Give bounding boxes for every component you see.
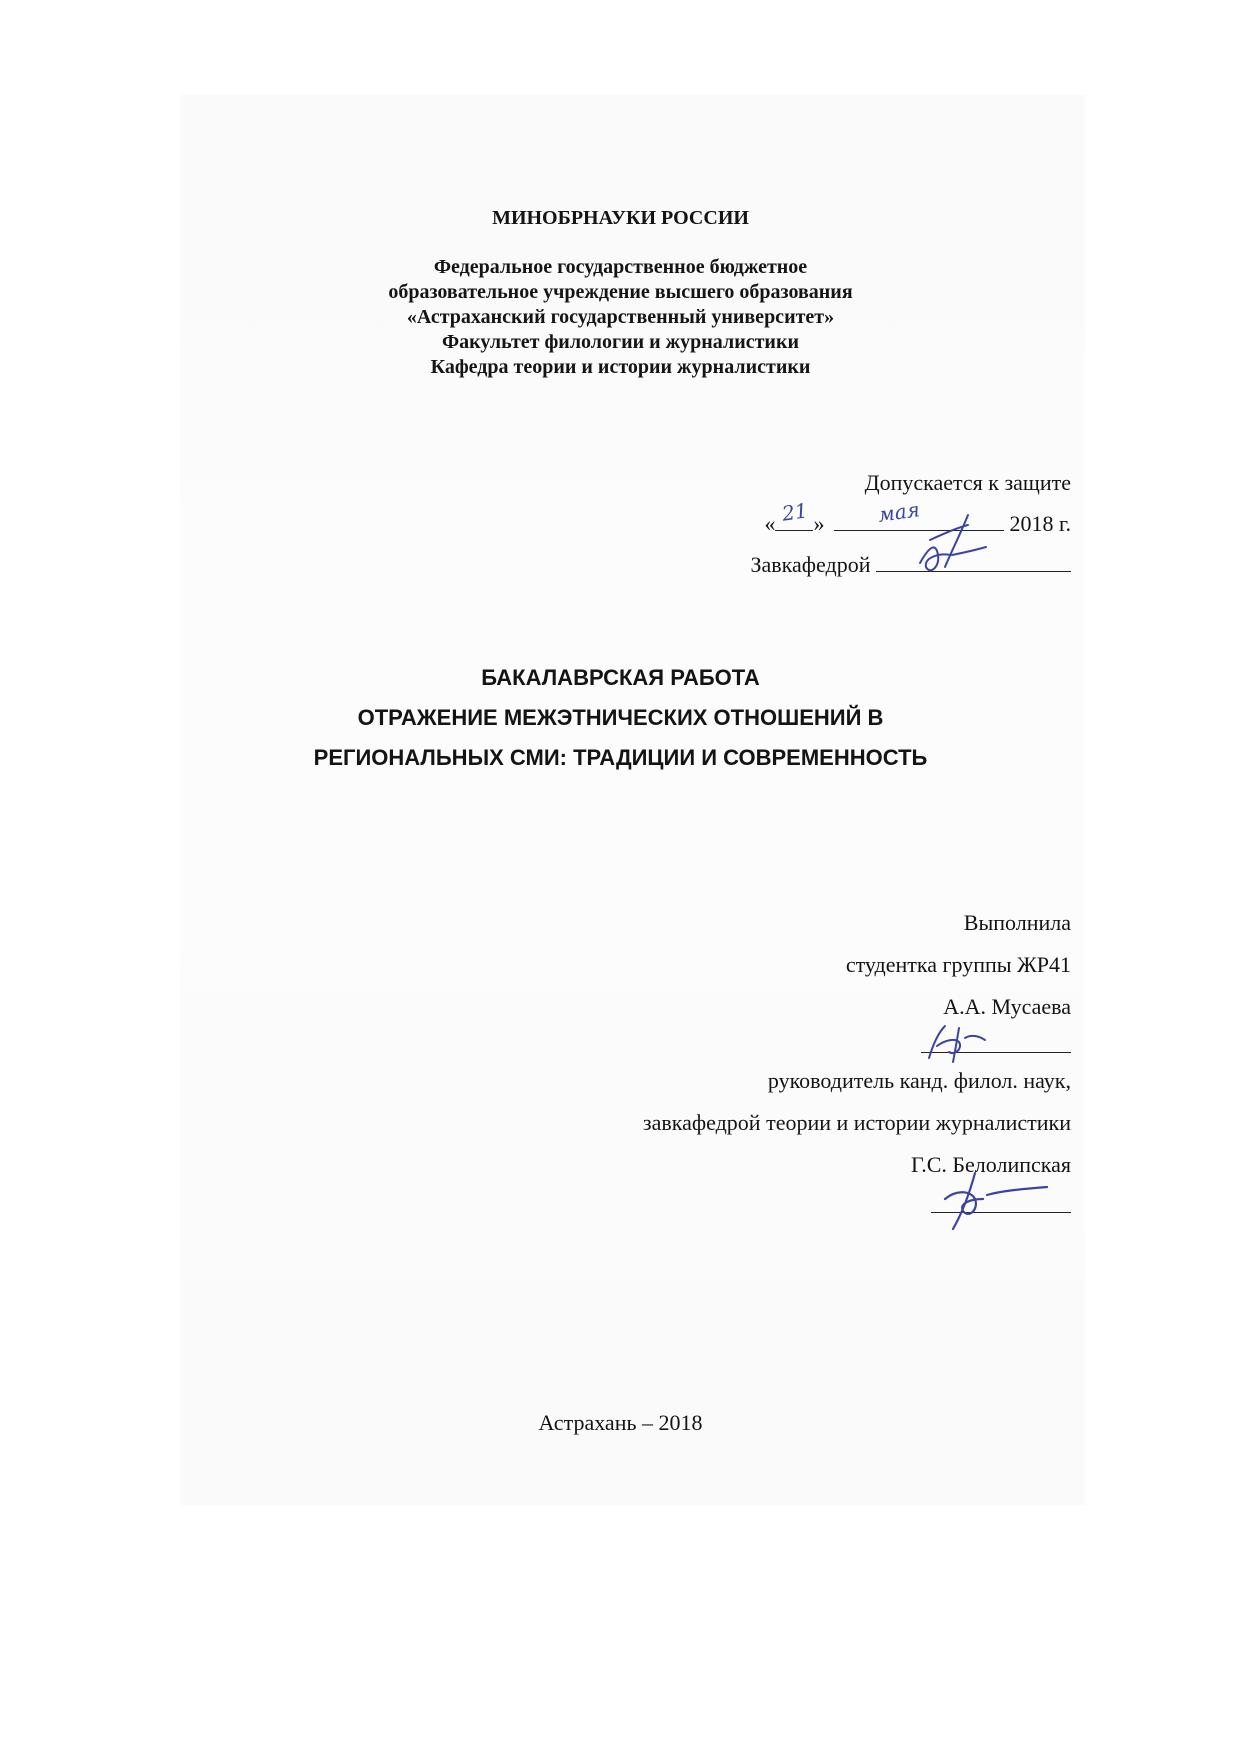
author-group: студентка группы ЖР41 [845, 952, 1071, 977]
author-name: А.А. Мусаева [943, 994, 1071, 1019]
org-line: «Астраханский государственный университет» [406, 306, 835, 328]
org-line: Факультет филологии и журналистики [441, 331, 799, 353]
org-line: Кафедра теории и истории журналистики [430, 356, 811, 378]
quote-close: » [813, 511, 825, 536]
org-line: Федеральное государственное бюджетное [433, 256, 808, 278]
organization-block [0, 255, 1241, 380]
org-line: образовательное учреждение высшего образования [388, 281, 853, 303]
supervisor-role: руководитель канд. филол. наук, [767, 1068, 1071, 1093]
ministry-heading: МИНОБРНАУКИ РОССИИ [492, 207, 749, 229]
head-signature [890, 505, 1000, 585]
head-label: Завкафедрой [750, 552, 871, 577]
admit-label: Допускается к защите [864, 470, 1071, 495]
supervisor-signature [935, 1165, 1065, 1235]
city-year: Астрахань – 2018 [538, 1410, 703, 1435]
quote-open: « [764, 511, 776, 536]
supervisor-name: Г.С. Белолипская [910, 1152, 1071, 1177]
author-signature [915, 1018, 995, 1068]
done-label: Выполнила [963, 910, 1071, 935]
work-type-title: БАКАЛАВРСКАЯ РАБОТА [481, 665, 760, 690]
supervisor-position: завкафедрой теории и истории журналистики [642, 1110, 1071, 1135]
thesis-title-line-1: ОТРАЖЕНИЕ МЕЖЭТНИЧЕСКИХ ОТНОШЕНИЙ В [357, 705, 884, 730]
handwritten-month: мая [876, 497, 922, 527]
thesis-title-line-2: РЕГИОНАЛЬНЫХ СМИ: ТРАДИЦИИ И СОВРЕМЕННОСТЬ [313, 745, 928, 770]
handwritten-day: 21 [780, 498, 809, 526]
year-text: 2018 г. [1009, 511, 1071, 536]
